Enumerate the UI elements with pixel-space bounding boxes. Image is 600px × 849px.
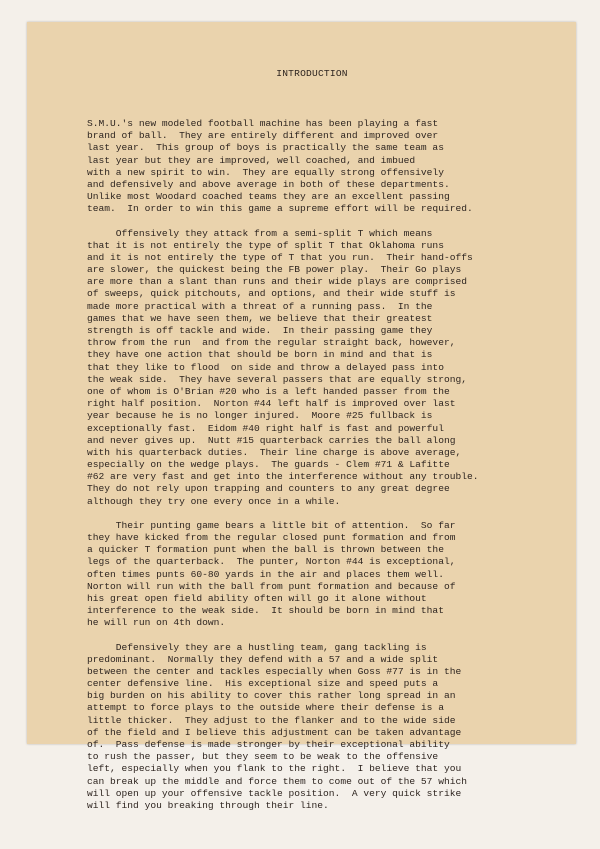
text-line: a quicker T formation punt when the ball is thrown between the xyxy=(87,544,444,556)
text-line: he will run on 4th down. xyxy=(87,617,226,629)
text-line: made more practical with a threat of a running pass. In the xyxy=(87,300,433,312)
paragraph-2 xyxy=(87,228,537,508)
text-line: they have one action that should be born in mind and that is xyxy=(87,349,433,361)
text-line: will open up your offensive tackle position. A very quick strike xyxy=(87,787,462,799)
text-line: the weak side. They have several passers that are equally strong, xyxy=(87,373,467,385)
text-line: and it is not entirely the type of T that you run. Their hand-offs xyxy=(87,251,473,263)
paragraphs-container xyxy=(87,118,537,812)
text-line: his great open field ability often will go it alone without xyxy=(87,592,427,604)
text-line: and never gives up. Nutt #15 quarterback carries the ball along xyxy=(87,434,456,446)
text-line: team. In order to win this game a supreme effort will be required. xyxy=(87,203,473,215)
text-line: legs of the quarterback. The punter, Norton #44 is exceptional, xyxy=(87,556,456,568)
text-line: can break up the middle and force them to come out of the 57 which xyxy=(87,775,467,787)
text-line: will find you breaking through their line. xyxy=(87,799,329,811)
text-line: Norton will run with the ball from punt formation and because of xyxy=(87,580,456,592)
paragraph-3 xyxy=(87,520,537,630)
text-line: interference to the weak side. It should be born in mind that xyxy=(87,605,444,617)
text-line: last year. This group of boys is practically the same team as xyxy=(87,142,444,154)
text-line: Defensively they are a hustling team, gang tackling is xyxy=(87,641,427,653)
text-line: last year but they are improved, well coached, and imbued xyxy=(87,154,416,166)
document-content xyxy=(87,44,537,849)
text-line: although they try one every once in a while. xyxy=(87,495,341,507)
paragraph-4 xyxy=(87,642,537,813)
text-line: games that we have seen them, we believe that their greatest xyxy=(87,312,433,324)
text-line: and defensively and above average in both of these departments. xyxy=(87,178,450,190)
text-line: especially on the wedge plays. The guards - Clem #71 & Lafitte xyxy=(87,459,450,471)
text-line: of sweeps, quick pitchouts, and options, and their wide stuff is xyxy=(87,288,456,300)
document-page xyxy=(27,22,576,811)
text-line: year because he is no longer injured. Moore #25 fullback is xyxy=(87,410,433,422)
text-line: They do not rely upon trapping and counters to any great degree xyxy=(87,483,450,495)
text-line: predominant. Normally they defend with a 57 and a wide split xyxy=(87,653,439,665)
text-line: with a new spirit to win. They are equally strong offensively xyxy=(87,166,444,178)
text-line: brand of ball. They are entirely different and improved over xyxy=(87,130,439,142)
text-line: throw from the run and from the regular straight back, however, xyxy=(87,337,456,349)
text-line: to rush the passer, but they seem to be weak to the offensive xyxy=(87,751,439,763)
text-line: big burden on his ability to cover this rather long spread in an xyxy=(87,690,456,702)
text-line: Unlike most Woodard coached teams they are an excellent passing xyxy=(87,191,450,203)
text-line: strength is off tackle and wide. In their passing game they xyxy=(87,325,433,337)
page-title: INTRODUCTION xyxy=(276,68,348,80)
text-line: attempt to force plays to the outside where their defense is a xyxy=(87,702,444,714)
text-line: often times punts 60-80 yards in the air and places them well. xyxy=(87,568,444,580)
text-line: they have kicked from the regular closed punt formation and from xyxy=(87,532,456,544)
text-line: that it is not entirely the type of split T that Oklahoma runs xyxy=(87,239,444,251)
text-line: with his quarterback duties. Their line charge is above average, xyxy=(87,446,462,458)
text-line: between the center and tackles especially when Goss #77 is in the xyxy=(87,665,462,677)
text-line: little thicker. They adjust to the flanker and to the wide side xyxy=(87,714,456,726)
text-line: are slower, the quickest being the FB power play. Their Go plays xyxy=(87,264,462,276)
paragraph-1 xyxy=(87,118,537,216)
text-line: center defensive line. His exceptional size and speed puts a xyxy=(87,678,439,690)
text-line: #62 are very fast and get into the interference without any trouble. xyxy=(87,471,479,483)
text-line: are more than a slant than runs and their wide plays are comprised xyxy=(87,276,467,288)
text-line: one of whom is O'Brian #20 who is a left handed passer from the xyxy=(87,385,450,397)
text-line: Offensively they attack from a semi-split T which means xyxy=(87,227,433,239)
text-line: right half position. Norton #44 left half is improved over last xyxy=(87,398,456,410)
text-line: left, especially when you flank to the right. I believe that you xyxy=(87,763,462,775)
text-line: of the field and I believe this adjustment can be taken advantage xyxy=(87,726,462,738)
text-line: Their punting game bears a little bit of attention. So far xyxy=(87,519,456,531)
text-line: exceptionally fast. Eidom #40 right half is fast and powerful xyxy=(87,422,444,434)
text-line: of. Pass defense is made stronger by their exceptional ability xyxy=(87,739,450,751)
text-line: S.M.U.'s new modeled football machine has been playing a fast xyxy=(87,118,439,130)
text-line: that they like to flood on side and throw a delayed pass into xyxy=(87,361,444,373)
